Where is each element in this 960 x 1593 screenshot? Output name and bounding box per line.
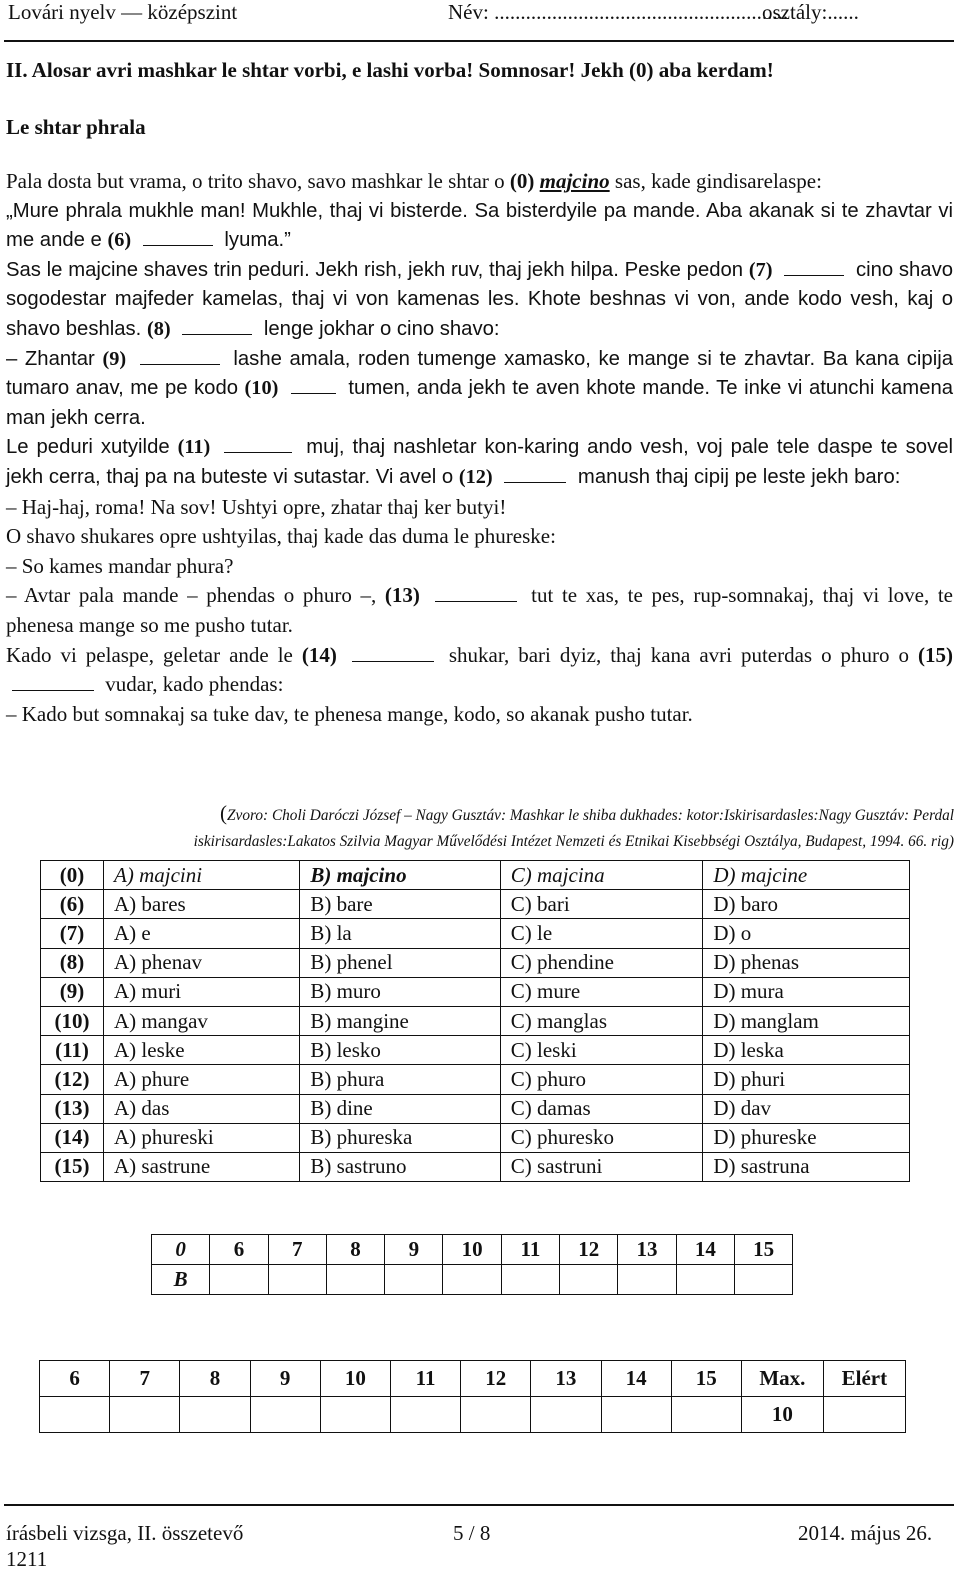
- gap-blank: [435, 583, 517, 602]
- score-grid-label: 15: [671, 1361, 741, 1397]
- option-number: (9): [41, 977, 104, 1006]
- score-grid-label: 9: [250, 1361, 320, 1397]
- option-number: (12): [41, 1065, 104, 1094]
- answer-grid-item-number: 8: [326, 1235, 384, 1265]
- paragraph: [6, 581, 953, 640]
- answer-cell[interactable]: [676, 1265, 734, 1295]
- option-number: (14): [41, 1123, 104, 1152]
- passage-text: tut te xas, te pes, rup-somnakaj, thaj vi love, te phenesa mange so me pusho tutar.: [6, 583, 953, 637]
- gap-number: (10): [244, 377, 279, 400]
- answer-grid-item-number: 11: [501, 1235, 559, 1265]
- score-grid-label: 13: [531, 1361, 601, 1397]
- option-d: D) sastruna: [703, 1152, 910, 1181]
- option-row: [41, 890, 910, 919]
- option-b: B) muro: [300, 977, 500, 1006]
- answer-grid-item-number: 14: [676, 1235, 734, 1265]
- passage-text: – Avtar pala mande – phendas o phuro –,: [6, 583, 377, 608]
- paragraph: – Haj-haj, roma! Na sov! Ushtyi opre, zhatar thaj ker butyi!: [6, 494, 507, 519]
- answer-grid-item-number: 12: [560, 1235, 618, 1265]
- footer-divider: [4, 1504, 954, 1506]
- option-c: C) manglas: [500, 1006, 703, 1035]
- page-number: 5 / 8: [453, 1521, 491, 1545]
- option-b: B) majcino: [300, 861, 500, 890]
- option-number: (11): [41, 1036, 104, 1065]
- option-c: C) phuresko: [500, 1123, 703, 1152]
- gap-number: (15): [918, 642, 954, 667]
- source-citation: [14, 800, 954, 855]
- option-b: B) sastruno: [300, 1152, 500, 1181]
- gap-number: (8): [146, 317, 171, 340]
- option-number: (6): [41, 890, 104, 919]
- answer-grid-item-number: 0: [152, 1235, 210, 1265]
- gap-number: (13): [384, 583, 420, 608]
- gap-blank: [291, 375, 336, 394]
- option-c: C) leski: [500, 1036, 703, 1065]
- answer-cell[interactable]: [210, 1265, 268, 1295]
- source-line: iskirisardasles:Lakatos Szilvia Magyar Művelődési Intézet Nemzeti és Etnikai Kisebbségi Osztálya, Budapest, 1994. 66. rig): [193, 833, 954, 850]
- header-subject: Lovári nyelv — középszint: [8, 0, 238, 24]
- answer-cell[interactable]: [268, 1265, 326, 1295]
- option-b: B) bare: [300, 890, 500, 919]
- option-row: [41, 948, 910, 977]
- option-a: A) muri: [104, 977, 300, 1006]
- options-table: [40, 860, 910, 1182]
- score-cell: [110, 1397, 180, 1433]
- gap-number: (14): [301, 642, 337, 667]
- paragraph: [6, 433, 953, 492]
- footer-exam-part: írásbeli vizsga, II. összetevő: [6, 1521, 244, 1545]
- gap-blank: [12, 672, 94, 691]
- score-cell: [531, 1397, 601, 1433]
- option-d: D) o: [703, 919, 910, 948]
- exam-date: 2014. május 26.: [798, 1521, 933, 1545]
- task-title: II. Alosar avri mashkar le shtar vorbi, e lashi vorba! Somnosar! Jekh (0) aba kerdam!: [6, 58, 774, 82]
- option-a: A) phure: [104, 1065, 300, 1094]
- passage-text: Sas le majcine shaves trin peduri. Jekh rish, jekh ruv, thaj jekh hilpa. Peske pedon: [6, 258, 744, 281]
- option-number: (13): [41, 1094, 104, 1123]
- answer-grid-answers: [152, 1265, 793, 1295]
- answer-grid-item-number: 7: [268, 1235, 326, 1265]
- option-d: D) phureske: [703, 1123, 910, 1152]
- header-divider: [4, 40, 954, 42]
- score-grid-label: Max.: [741, 1361, 823, 1397]
- option-row: [41, 861, 910, 890]
- score-grid-label: 6: [40, 1361, 110, 1397]
- score-grid-header: [40, 1361, 906, 1397]
- gap-blank: [143, 227, 213, 246]
- passage-text: lyuma.”: [224, 229, 291, 252]
- gap-number: (11): [177, 436, 211, 459]
- score-cell: [671, 1397, 741, 1433]
- option-c: C) damas: [500, 1094, 703, 1123]
- option-row: [41, 1152, 910, 1181]
- option-b: B) dine: [300, 1094, 500, 1123]
- passage-text: „Mure phrala mukhle man! Mukhle, thaj vi bisterde. Sa bisterdyile pa mande. Aba akanak si te zhavtar vi me ande e: [6, 199, 953, 252]
- passage-text: lenge jokhar o cino shavo:: [263, 317, 500, 340]
- gap-blank: [504, 464, 566, 483]
- option-b: B) phureska: [300, 1123, 500, 1152]
- option-c: C) phendine: [500, 948, 703, 977]
- option-b: B) mangine: [300, 1006, 500, 1035]
- score-cell: [390, 1397, 460, 1433]
- paragraph: – So kames mandar phura?: [6, 553, 234, 578]
- option-row: [41, 1065, 910, 1094]
- paragraph: [6, 256, 953, 345]
- score-grid: [39, 1360, 906, 1433]
- gap-number: (6): [107, 229, 132, 252]
- score-grid-label: 8: [180, 1361, 250, 1397]
- passage-text: muj, thaj nashletar kon-karing ando vesh, voj pale tele daspe te sovel jekh cerra, thaj pa na buteste vi sutastar. Vi avel o: [6, 436, 953, 488]
- paragraph: O shavo shukares opre ushtyilas, thaj kade das duma le phureske:: [6, 524, 556, 549]
- passage-text: Pala dosta but vrama, o trito shavo, savo mashkar le shtar o: [6, 169, 505, 193]
- paragraph: [6, 197, 953, 256]
- passage-text: lashe amala, roden tumenge xamasko, ke mange si te zhavtar. Ba kana cipija tumaro anav, me pe kodo: [6, 347, 953, 400]
- option-c: C) phuro: [500, 1065, 703, 1094]
- option-row: [41, 1094, 910, 1123]
- option-d: D) majcine: [703, 861, 910, 890]
- option-row: [41, 1006, 910, 1035]
- score-cell: 10: [741, 1397, 823, 1433]
- option-number: (8): [41, 948, 104, 977]
- answer-cell[interactable]: B: [152, 1265, 210, 1295]
- option-b: B) phenel: [300, 948, 500, 977]
- option-a: A) das: [104, 1094, 300, 1123]
- option-b: B) la: [300, 919, 500, 948]
- option-d: D) phenas: [703, 948, 910, 977]
- score-grid-label: 7: [110, 1361, 180, 1397]
- gap-blank: [224, 434, 292, 453]
- option-a: A) leske: [104, 1036, 300, 1065]
- example-answer: majcino: [539, 169, 610, 193]
- option-a: A) majcini: [104, 861, 300, 890]
- score-cell: [320, 1397, 390, 1433]
- score-cell: [40, 1397, 110, 1433]
- option-b: B) phura: [300, 1065, 500, 1094]
- score-grid-label: 10: [320, 1361, 390, 1397]
- passage-text: Kado vi pelaspe, geletar ande le: [6, 642, 293, 667]
- option-c: C) majcina: [500, 861, 703, 890]
- option-a: A) phureski: [104, 1123, 300, 1152]
- score-cell: [823, 1397, 905, 1433]
- gap-blank: [182, 316, 252, 335]
- option-a: A) phenav: [104, 948, 300, 977]
- option-a: A) sastrune: [104, 1152, 300, 1181]
- score-grid-label: 12: [461, 1361, 531, 1397]
- option-number: (15): [41, 1152, 104, 1181]
- option-row: [41, 1123, 910, 1152]
- option-number: (0): [41, 861, 104, 890]
- source-line: Zvoro: Choli Daróczi József – Nagy Gusztáv: Mashkar le shiba dukhades: kotor:Iskirisardasles:Nagy Gusztáv: Perdal: [227, 807, 954, 824]
- answer-cell[interactable]: [734, 1265, 792, 1295]
- gap-number: (7): [748, 258, 773, 281]
- story-title: Le shtar phrala: [6, 115, 146, 139]
- paragraph: [6, 167, 953, 197]
- option-c: C) mure: [500, 977, 703, 1006]
- option-c: C) sastruni: [500, 1152, 703, 1181]
- passage-text: – Zhantar: [6, 347, 95, 370]
- option-c: C) le: [500, 919, 703, 948]
- option-a: A) bares: [104, 890, 300, 919]
- gap-number: (0): [509, 169, 535, 193]
- score-grid-values: [40, 1397, 906, 1433]
- option-d: D) dav: [703, 1094, 910, 1123]
- answer-grid: [151, 1234, 793, 1295]
- passage-text: manush thaj cipij pe leste jekh baro:: [577, 465, 901, 488]
- option-row: [41, 1036, 910, 1065]
- option-d: D) mura: [703, 977, 910, 1006]
- option-d: D) phuri: [703, 1065, 910, 1094]
- answer-grid-item-number: 9: [385, 1235, 443, 1265]
- score-grid-label: 11: [390, 1361, 460, 1397]
- option-number: (10): [41, 1006, 104, 1035]
- answer-grid-item-number: 13: [618, 1235, 676, 1265]
- class-field: osztály:......: [762, 0, 859, 24]
- passage-text: sas, kade gindisarelaspe:: [614, 169, 822, 193]
- answer-cell[interactable]: [618, 1265, 676, 1295]
- paragraph: [6, 641, 953, 700]
- answer-grid-item-number: 15: [734, 1235, 792, 1265]
- paragraph: [6, 345, 953, 434]
- gap-blank: [352, 643, 434, 662]
- answer-cell[interactable]: [385, 1265, 443, 1295]
- answer-cell[interactable]: [443, 1265, 501, 1295]
- paragraph: – Kado but somnakaj sa tuke dav, te phenesa mange, kodo, so akanak pusho tutar.: [6, 701, 693, 726]
- passage-text: vudar, kado phendas:: [105, 672, 284, 697]
- option-d: D) baro: [703, 890, 910, 919]
- reading-passage: [6, 167, 953, 729]
- passage-text: cino shavo sogodestar majfeder kamelas, thaj vi von kamenas les. Khote beshnas vi von, ande kodo vesh, kaj o shavo beshlas.: [6, 258, 953, 340]
- option-b: B) lesko: [300, 1036, 500, 1065]
- option-d: D) leska: [703, 1036, 910, 1065]
- option-row: [41, 977, 910, 1006]
- gap-number: (12): [458, 465, 493, 488]
- option-a: A) e: [104, 919, 300, 948]
- score-grid-label: 14: [601, 1361, 671, 1397]
- exam-code: 1211: [6, 1547, 48, 1571]
- source-paren: (: [220, 801, 228, 825]
- score-cell: [180, 1397, 250, 1433]
- gap-number: (9): [102, 347, 127, 370]
- answer-grid-header: [152, 1235, 793, 1265]
- option-number: (7): [41, 919, 104, 948]
- option-a: A) mangav: [104, 1006, 300, 1035]
- passage-text: tumen, anda jekh te aven khote mande. Te inke vi atunchi kamena man jekh cerra.: [6, 377, 954, 429]
- passage-text: shukar, bari dyiz, thaj kana avri puterdas o phuro o: [448, 642, 910, 667]
- answer-grid-item-number: 6: [210, 1235, 268, 1265]
- option-c: C) bari: [500, 890, 703, 919]
- score-cell: [461, 1397, 531, 1433]
- answer-cell[interactable]: [560, 1265, 618, 1295]
- answer-grid-item-number: 10: [443, 1235, 501, 1265]
- score-grid-label: Elért: [823, 1361, 905, 1397]
- gap-blank: [784, 257, 844, 276]
- answer-cell[interactable]: [326, 1265, 384, 1295]
- gap-blank: [140, 346, 220, 365]
- answer-cell[interactable]: [501, 1265, 559, 1295]
- name-field: Név: ........................................................: [448, 0, 789, 24]
- option-row: [41, 919, 910, 948]
- passage-text: Le peduri xutyilde: [6, 436, 170, 459]
- score-cell: [601, 1397, 671, 1433]
- option-d: D) manglam: [703, 1006, 910, 1035]
- score-cell: [250, 1397, 320, 1433]
